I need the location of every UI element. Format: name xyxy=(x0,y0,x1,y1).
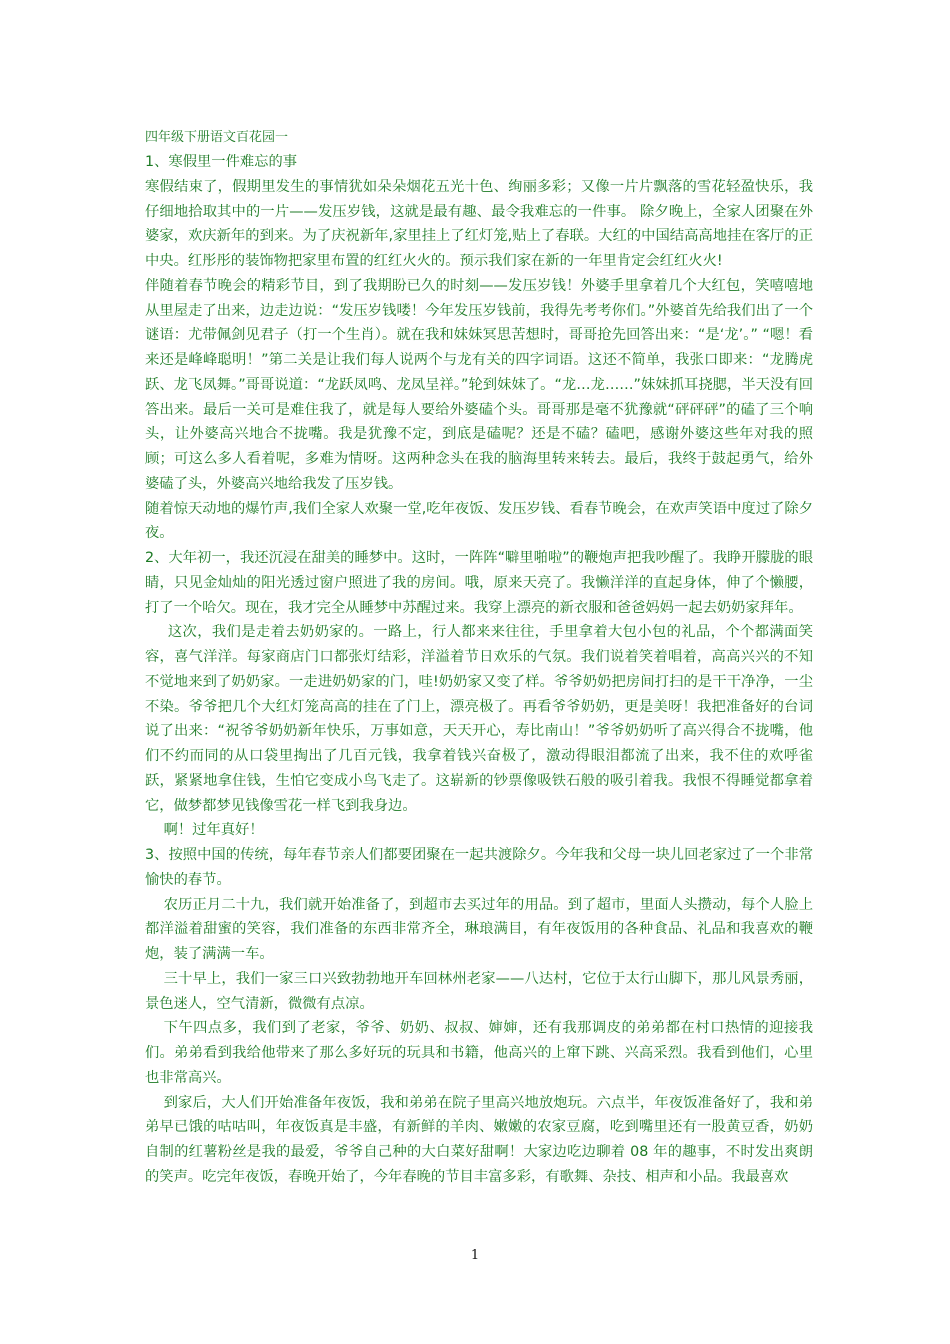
paragraph: 农历正月二十九，我们就开始准备了，到超市去买过年的用品。到了超市，里面人头攒动，每个人脸上都洋溢着甜蜜的笑容，我们准备的东西非常齐全，琳琅满目，有年夜饭用的各种食品、礼品和我喜欢的鞭炮，装了满满一车。 xyxy=(145,896,813,962)
section-heading-3: 3、按照中国的传统，每年春节亲人们都要团聚在一起共渡除夕。今年我和父母一块儿回老家过了一个非常愉快的春节。 xyxy=(145,847,813,888)
paragraph: 寒假结束了，假期里发生的事情犹如朵朵烟花五光十色、绚丽多彩；又像一片片飘落的雪花轻盈快乐，我仔细地拾取其中的一片——发压岁钱，这就是最有趣、最令我难忘的一件事。 除夕晚上，全家人团聚在外婆家，欢庆新年的到来。为了庆祝新年,家里挂上了红灯笼,贴上了春联。大红的中国结高高地挂在客厅的正中央。红彤彤的装饰物把家里布置的红红火火的。预示我们家在新的一年里肯定会红红火火! xyxy=(145,178,813,269)
document-title: 四年级下册语文百花园一 xyxy=(145,130,289,145)
page-number: 1 xyxy=(470,1248,480,1263)
paragraph: 三十早上，我们一家三口兴致勃勃地开车回林州老家——八达村，它位于太行山脚下，那儿风景秀丽，景色迷人，空气清新，微微有点凉。 xyxy=(145,970,813,1012)
paragraph: 啊！过年真好！ xyxy=(163,822,264,839)
paragraph: 伴随着春节晚会的精彩节目，到了我期盼已久的时刻——发压岁钱！外婆手里拿着几个大红包，笑嘻嘻地从里屋走了出来，边走边说：“发压岁钱喽！今年发压岁钱前，我得先考考你们。”外婆首先给我们出了一个谜语：尤带佩剑见君子（打一个生肖）。就在我和妹妹冥思苦想时，哥哥抢先回答出来：“是‘龙’。” “嗯！看来还是峰峰聪明！”第二关是让我们每人说两个与龙有关的四字词语。这还不简单，我张口即来：“龙腾虎跃、龙飞凤舞。”哥哥说道：“龙跃凤鸣、龙凤呈祥。”轮到妹妹了。“龙…龙……”妹妹抓耳挠腮，半天没有回答出来。最后一关可是难住我了，就是每人要给外婆磕个头。哥哥那是毫不犹豫就“砰砰砰”的磕了三个响头，让外婆高兴地合不拢嘴。我是犹豫不定，到底是磕呢？还是不磕？磕吧，感谢外婆这些年对我的照顾；可这么多人看着呢，多难为情呀。这两种念头在我的脑海里转来转去。最后，我终于鼓起勇气，给外婆磕了头，外婆高兴地给我发了压岁钱。 xyxy=(145,277,813,492)
paragraph: 下午四点多，我们到了老家，爷爷、奶奶、叔叔、婶婶，还有我那调皮的弟弟都在村口热情的迎接我们。弟弟看到我给他带来了那么多好玩的玩具和书籍，他高兴的上窜下跳、兴高采烈。我看到他们，心里也非常高兴。 xyxy=(145,1020,813,1086)
paragraph: 这次，我们是走着去奶奶家的。一路上，行人都来来往往，手里拿着大包小包的礼品，个个都满面笑容，喜气洋洋。每家商店门口都张灯结彩，洋溢着节日欢乐的气氛。我们说着笑着唱着，高高兴兴的不知不觉地来到了奶奶家。一走进奶奶家的门，哇!奶奶家又变了样。爷爷奶奶把房间打扫的是干干净净，一尘不染。爷爷把几个大红灯笼高高的挂在了门上，漂亮极了。再看爷爷奶奶，更是美呀！我把准备好的台词说了出来：“祝爷爷奶奶新年快乐，万事如意，天天开心，寿比南山！”爷爷奶奶听了高兴得合不拢嘴，他们不约而同的从口袋里掏出了几百元钱，我拿着钱兴奋极了，激动得眼泪都流了出来，我不住的欢呼雀跃，紧紧地拿住钱，生怕它变成小鸟飞走了。这崭新的钞票像吸铁石般的吸引着我。我恨不得睡觉都拿着它，做梦都梦见钱像雪花一样飞到我身边。 xyxy=(145,624,813,814)
section-heading-2: 2、大年初一，我还沉浸在甜美的睡梦中。这时，一阵阵“噼里啪啦”的鞭炮声把我吵醒了。我睁开朦胧的眼睛，只见金灿灿的阳光透过窗户照进了我的房间。哦，原来天亮了。我懒洋洋的直起身体，伸了个懒腰，打了一个哈欠。现在，我才完全从睡梦中苏醒过来。我穿上漂亮的新衣服和爸爸妈妈一起去奶奶家拜年。 xyxy=(145,550,813,616)
paragraph: 随着惊天动地的爆竹声,我们全家人欢聚一堂,吃年夜饭、发压岁钱、看春节晚会，在欢声笑语中度过了除夕夜。 xyxy=(145,500,813,542)
paragraph: 到家后，大人们开始准备年夜饭，我和弟弟在院子里高兴地放炮玩。六点半，年夜饭准备好了，我和弟弟早已饿的咕咕叫，年夜饭真是丰盛，有新鲜的羊肉、嫩嫩的农家豆腐，吃到嘴里还有一股黄豆香，奶奶自制的红薯粉丝是我的最爱，爷爷自己种的大白菜好甜啊！大家边吃边聊着 08 年的趣事，不时发出爽朗的笑声。吃完年夜饭，春晚开始了，今年春晚的节目丰富多彩，有歌舞、杂技、相声和小品。我最喜欢 xyxy=(145,1094,813,1185)
section-heading-1: 1、寒假里一件难忘的事 xyxy=(145,154,298,170)
document-body xyxy=(145,126,813,1190)
